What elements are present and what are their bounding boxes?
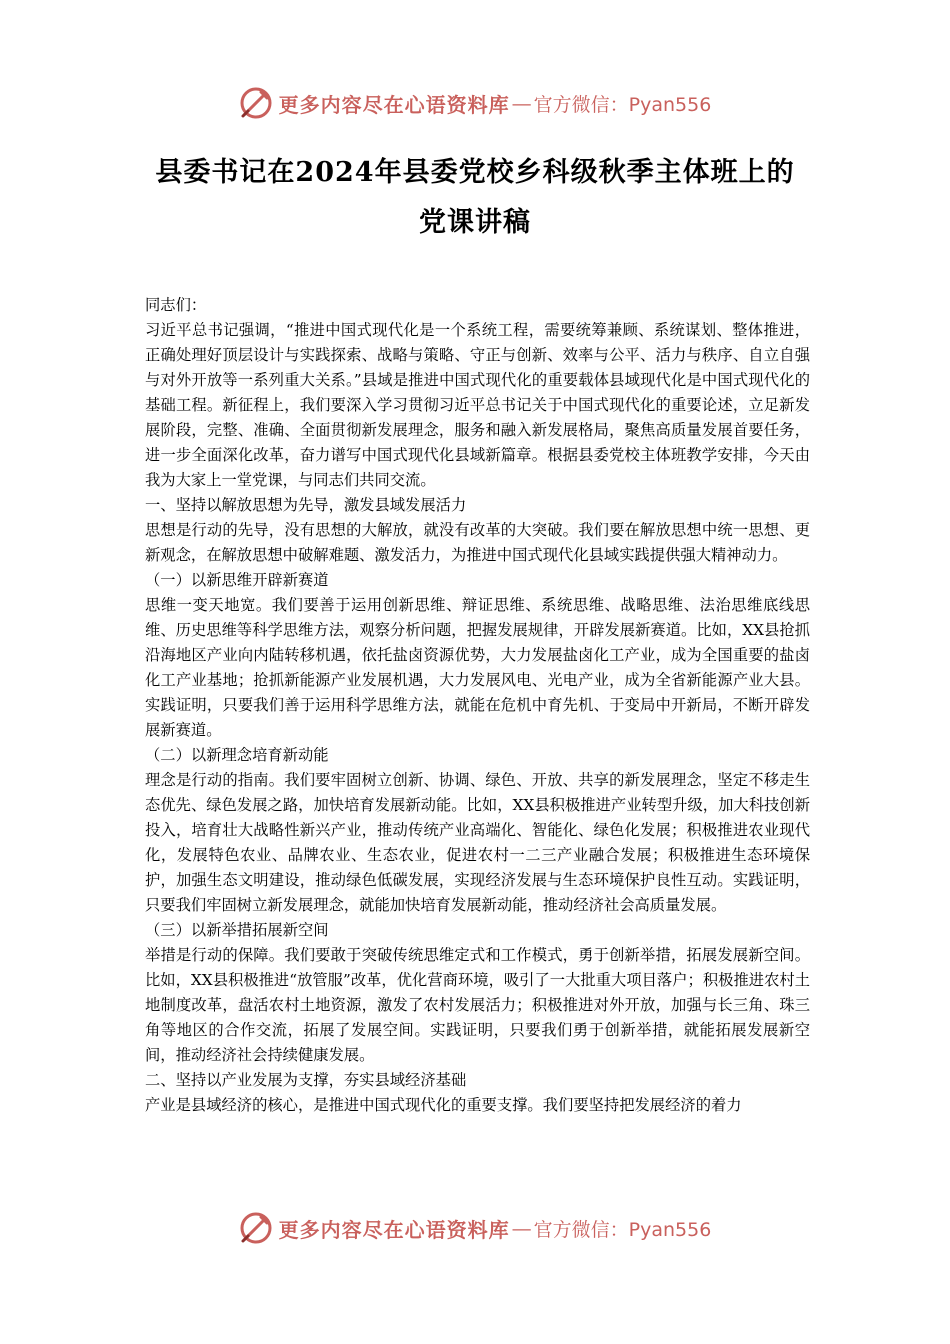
banner-separator: — [511, 91, 532, 115]
pen-logo-icon [239, 1211, 273, 1245]
subsection-heading: （二）以新理念培育新动能 [145, 746, 329, 764]
subsection-heading: （一）以新思维开辟新赛道 [145, 571, 329, 589]
title-line-2: 党课讲稿 [419, 207, 531, 238]
pen-logo-icon [239, 86, 273, 120]
section-heading: 一、坚持以解放思想为先导，激发县域发展活力 [145, 496, 467, 514]
section-heading: 二、坚持以产业发展为支撑，夯实县域经济基础 [145, 1071, 467, 1089]
footer-watermark-banner [0, 1210, 950, 1246]
paragraph: 习近平总书记强调，“推进中国式现代化是一个系统工程，需要统筹兼顾、系统谋划、整体推进，正确处理好顶层设计与实践探索、战略与策略、守正与创新、效率与公平、活力与秩序、自立自强与对外开放等一系列重大关系。”县域是推进中国式现代化的重要载体县域现代化是中国式现代化的基础工程。新征程上，我们要深入学习贯彻习近平总书记关于中国式现代化的重要论述，立足新发展阶段，完整、准确、全面贯彻新发展理念，服务和融入新发展格局，聚焦高质量发展首要任务，进一步全面深化改革，奋力谱写中国式现代化县域新篇章。根据县委党校主体班教学安排，今天由我为大家上一堂党课，与同志们共同交流。 [145, 321, 810, 489]
wechat-text: 官方微信：Pyan556 [533, 1218, 712, 1241]
paragraph: 举措是行动的保障。我们要敢于突破传统思维定式和工作模式，勇于创新举措，拓展发展新空间。比如，XX县积极推进“放管服”改革，优化营商环境，吸引了一大批重大项目落户；积极推进农村土地制度改革，盘活农村土地资源，激发了农村发展活力；积极推进对外开放，加强与长三角、珠三角等地区的合作交流，拓展了发展空间。实践证明，只要我们勇于创新举措，就能拓展发展新空间，推动经济社会持续健康发展。 [145, 946, 810, 1064]
document-title [140, 148, 810, 248]
document-body [145, 293, 810, 1118]
paragraph: 产业是县域经济的核心，是推进中国式现代化的重要支撑。我们要坚持把发展经济的着力 [145, 1096, 742, 1114]
paragraph: 思维一变天地宽。我们要善于运用创新思维、辩证思维、系统思维、战略思维、法治思维底线思维、历史思维等科学思维方法，观察分析问题，把握发展规律，开辟发展新赛道。比如，XX县抢抓沿海地区产业向内陆转移机遇，依托盐卤资源优势，大力发展盐卤化工产业，成为全国重要的盐卤化工产业基地；抢抓新能源产业发展机遇，大力发展风电、光电产业，成为全省新能源产业大县。实践证明，只要我们善于运用科学思维方法，就能在危机中育先机、于变局中开新局，不断开辟发展新赛道。 [145, 596, 810, 739]
banner-separator: — [511, 1216, 532, 1240]
paragraph: 同志们： [145, 296, 207, 314]
brand-text: 更多内容尽在心语资料库 [278, 92, 510, 117]
brand-text: 更多内容尽在心语资料库 [278, 1217, 510, 1242]
paragraph: 理念是行动的指南。我们要牢固树立创新、协调、绿色、开放、共享的新发展理念，坚定不移走生态优先、绿色发展之路，加快培育发展新动能。比如，XX县积极推进产业转型升级，加大科技创新投入，培育壮大战略性新兴产业，推动传统产业高端化、智能化、绿色化发展；积极推进农业现代化，发展特色农业、品牌农业、生态农业，促进农村一二三产业融合发展；积极推进生态环境保护，加强生态文明建设，推动绿色低碳发展，实现经济发展与生态环境保护良性互动。实践证明，只要我们牢固树立新发展理念，就能加快培育发展新动能，推动经济社会高质量发展。 [145, 771, 810, 914]
subsection-heading: （三）以新举措拓展新空间 [145, 921, 329, 939]
wechat-text: 官方微信：Pyan556 [533, 93, 712, 116]
title-line-1: 县委书记在2024年县委党校乡科级秋季主体班上的 [155, 157, 795, 188]
paragraph: 思想是行动的先导，没有思想的大解放，就没有改革的大突破。我们要在解放思想中统一思想、更新观念，在解放思想中破解难题、激发活力，为推进中国式现代化县域实践提供强大精神动力。 [145, 521, 810, 564]
header-watermark-banner [0, 85, 950, 121]
